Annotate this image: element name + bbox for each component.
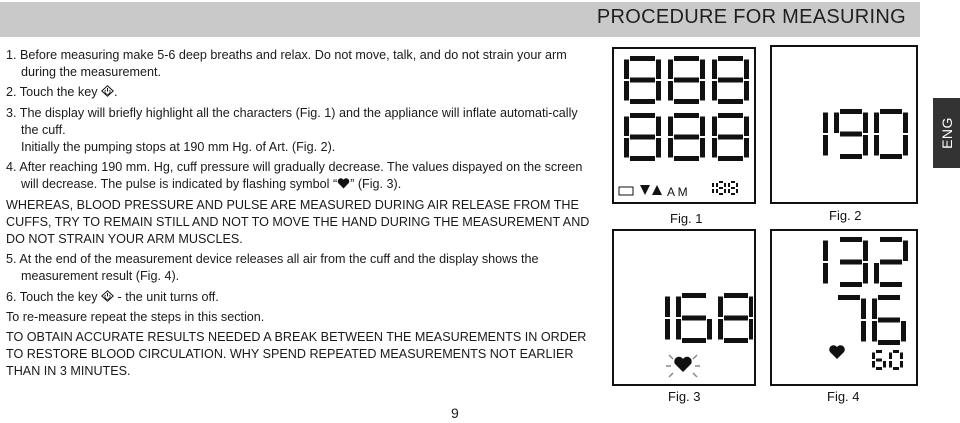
- lcd-segment: [716, 183, 718, 187]
- lcd-segment: [700, 60, 705, 80]
- lcd-segment: [880, 260, 902, 265]
- lcd-segment: [903, 241, 908, 262]
- lcd-segment: [880, 109, 902, 114]
- lcd-pulse: [872, 350, 903, 370]
- lcd-segment: [656, 138, 661, 158]
- lcd-segment: [624, 60, 629, 80]
- lcd-display-fig4: [770, 229, 918, 386]
- lcd-segment: [731, 181, 735, 183]
- lcd-segment: [834, 113, 839, 134]
- lcd-segment: [676, 297, 681, 318]
- lcd-segment: [718, 297, 723, 318]
- lcd-segment: [700, 81, 705, 101]
- lcd-segment: [736, 183, 738, 187]
- lcd-segment: [880, 282, 902, 287]
- lcd-segment: [718, 78, 743, 83]
- lcd-segment: [823, 263, 828, 284]
- step-3-note: Initially the pumping stops at 190 mm Hg. of Art. (Fig. 2).: [21, 140, 336, 155]
- lcd-segment: [889, 361, 892, 368]
- lcd-segment: [712, 117, 717, 137]
- arrow-down-icon: [640, 185, 650, 195]
- lcd-segment: [880, 237, 902, 242]
- lcd-segment: [674, 156, 699, 161]
- lcd-segment: [682, 293, 706, 298]
- lcd-segment: [724, 183, 726, 187]
- lcd-segment: [876, 350, 882, 353]
- fig4-label: Fig. 4: [827, 389, 860, 404]
- lcd-segment: [863, 135, 868, 156]
- lcd-fig1-svg: [614, 49, 753, 201]
- fig3-label: Fig. 3: [668, 389, 701, 404]
- lcd-display-fig3: [612, 229, 756, 386]
- remeasure-note: To re-measure repeat the steps in this section.: [6, 309, 265, 324]
- page-number: 9: [451, 405, 459, 421]
- lcd-segment: [718, 99, 743, 104]
- lcd-pulse-small: [712, 181, 738, 195]
- fig2-label: Fig. 2: [829, 208, 862, 223]
- lcd-segment: [630, 113, 655, 118]
- lcd-segment: [656, 117, 661, 137]
- lcd-segment: [900, 361, 903, 368]
- lcd-segment: [863, 113, 868, 134]
- lcd-segment: [724, 293, 748, 298]
- lcd-segment: [630, 56, 655, 61]
- lcd-segment: [668, 60, 673, 80]
- lcd-segment: [878, 295, 900, 300]
- lcd-segment: [840, 132, 862, 137]
- heart-icon: [337, 178, 350, 189]
- lcd-segment: [674, 135, 699, 140]
- lcd-segment: [719, 181, 723, 183]
- lcd-segment: [901, 321, 906, 342]
- lcd-segment: [840, 237, 862, 242]
- lcd-segment: [744, 138, 749, 158]
- lcd-segment: [718, 319, 723, 340]
- step-4: 4. After reaching 190 mm. Hg, cuff pressure will gradually decrease. The values dispayed on the screen will decrease. The pulse is indicated by flashing symbol “ ” (Fig. 3).: [6, 160, 583, 192]
- lcd-pressure: [665, 293, 753, 343]
- language-label: ENG: [938, 117, 955, 149]
- lcd-segment: [893, 367, 899, 370]
- lcd-segment: [731, 187, 735, 189]
- lcd-diastolic: [838, 295, 906, 345]
- step-1: 1. Before measuring make 5-6 deep breaths and relax. Do not move, talk, and do not strain your arm during the measurement.: [6, 48, 567, 80]
- lcd-segment: [712, 60, 717, 80]
- lcd-segment: [876, 367, 882, 370]
- lcd-systolic: [823, 237, 908, 287]
- lcd-segment: [724, 338, 748, 343]
- lcd-segment: [880, 154, 902, 159]
- lcd-segment: [872, 321, 877, 342]
- am-indicator: A M: [667, 185, 688, 199]
- lcd-fig2-svg: [772, 47, 915, 201]
- lcd-segment: [630, 135, 655, 140]
- lcd-systolic: [823, 109, 908, 159]
- lcd-segment: [823, 241, 828, 262]
- lcd-segment: [749, 297, 753, 318]
- step-3: 3. The display will briefly highlight all the characters (Fig. 1) and the appliance will inflate automati-cally the cuff.: [6, 105, 578, 137]
- lcd-segment: [674, 78, 699, 83]
- lcd-segment: [718, 156, 743, 161]
- lcd-segment: [668, 138, 673, 158]
- battery-icon: [619, 187, 633, 195]
- lcd-segment: [707, 319, 712, 340]
- lcd-segment: [874, 263, 879, 284]
- lcd-segment: [668, 81, 673, 101]
- lcd-display-fig2: [770, 45, 918, 204]
- page-title: PROCEDURE FOR MEASURING: [596, 6, 906, 28]
- lcd-segment: [682, 338, 706, 343]
- header-bar: [0, 2, 920, 37]
- lcd-segment: [712, 189, 714, 193]
- lcd-segment: [900, 353, 903, 360]
- lcd-segment: [674, 113, 699, 118]
- arrow-up-icon: [652, 185, 662, 195]
- lcd-segment: [872, 361, 875, 368]
- lcd-segment: [630, 156, 655, 161]
- lcd-segment: [712, 183, 714, 187]
- fig1-label: Fig. 1: [670, 211, 703, 226]
- lcd-segment: [674, 56, 699, 61]
- lcd-display-fig1: [612, 47, 756, 204]
- lcd-segment: [682, 316, 706, 321]
- language-tab: [933, 98, 960, 168]
- lcd-segment: [903, 135, 908, 156]
- step-2: 2. Touch the key .: [6, 85, 118, 100]
- lcd-segment: [724, 189, 726, 193]
- lcd-segment: [656, 81, 661, 101]
- lcd-segment: [874, 135, 879, 156]
- lcd-segment: [874, 113, 879, 134]
- warning-still: WHEREAS, BLOOD PRESSURE AND PULSE ARE MEASURED DURING AIR RELEASE FROM THE CUFFS, TRY TO REMAIN STILL AND NOT TO MOVE THE HAND DURING THE MEASUREMENT AND DO NOT STRAIN YOUR ARM MUSCLES.: [6, 197, 590, 247]
- step-5: 5. At the end of the measurement device releases all air from the cuff and the display shows the measurement result (Fig. 4).: [6, 252, 539, 284]
- lcd-segment: [712, 81, 717, 101]
- lcd-row-2: [624, 113, 749, 161]
- lcd-segment: [700, 117, 705, 137]
- power-key-icon: [101, 85, 114, 97]
- lcd-segment: [728, 189, 730, 193]
- lcd-segment: [876, 359, 882, 362]
- lcd-segment: [719, 187, 723, 189]
- lcd-segment: [838, 295, 860, 300]
- lcd-segment: [823, 113, 828, 134]
- lcd-row-1: [624, 56, 749, 104]
- lcd-segment: [863, 241, 868, 262]
- lcd-segment: [736, 189, 738, 193]
- lcd-segment: [624, 81, 629, 101]
- lcd-segment: [674, 99, 699, 104]
- heart-icon: [829, 345, 845, 359]
- instructions: [6, 47, 590, 384]
- lcd-segment: [840, 154, 862, 159]
- lcd-segment: [624, 117, 629, 137]
- lcd-segment: [712, 138, 717, 158]
- lcd-segment: [665, 319, 670, 340]
- lcd-segment: [872, 299, 877, 320]
- lcd-segment: [716, 189, 718, 193]
- lcd-segment: [718, 56, 743, 61]
- lcd-segment: [861, 299, 866, 320]
- lcd-fig4-svg: [772, 231, 915, 383]
- lcd-segment: [893, 350, 899, 353]
- lcd-segment: [731, 193, 735, 195]
- lcd-segment: [872, 353, 875, 360]
- lcd-segment: [840, 109, 862, 114]
- lcd-segment: [744, 60, 749, 80]
- lcd-segment: [903, 113, 908, 134]
- lcd-segment: [700, 138, 705, 158]
- lcd-segment: [724, 316, 748, 321]
- lcd-segment: [718, 135, 743, 140]
- warning-break: TO OBTAIN ACCURATE RESULTS NEEDED A BREAK BETWEEN THE MEASUREMENTS IN ORDER TO RESTORE BLOOD CIRCULATION. WHY SPEND REPEATED MEASUREMENTS NOT EARLIER THAN IN 3 MINUTES.: [6, 330, 587, 379]
- lcd-fig3-svg: [614, 231, 753, 383]
- lcd-segment: [749, 319, 753, 340]
- lcd-segment: [861, 321, 866, 342]
- lcd-segment: [676, 319, 681, 340]
- lcd-segment: [624, 138, 629, 158]
- lcd-segment: [665, 297, 670, 318]
- lcd-segment: [840, 282, 862, 287]
- lcd-segment: [863, 263, 868, 284]
- heart-icon-flashing: [666, 355, 700, 377]
- lcd-segment: [840, 260, 862, 265]
- power-key-icon: [101, 290, 114, 302]
- lcd-segment: [878, 340, 900, 345]
- lcd-segment: [883, 361, 886, 368]
- lcd-segment: [630, 99, 655, 104]
- lcd-segment: [719, 193, 723, 195]
- lcd-segment: [878, 318, 900, 323]
- lcd-segment: [630, 78, 655, 83]
- step-6: 6. Touch the key - the unit turns off.: [6, 289, 219, 304]
- lcd-segment: [744, 117, 749, 137]
- lcd-segment: [668, 117, 673, 137]
- lcd-segment: [728, 183, 730, 187]
- lcd-segment: [744, 81, 749, 101]
- lcd-segment: [656, 60, 661, 80]
- lcd-segment: [823, 135, 828, 156]
- lcd-segment: [889, 353, 892, 360]
- lcd-segment: [718, 113, 743, 118]
